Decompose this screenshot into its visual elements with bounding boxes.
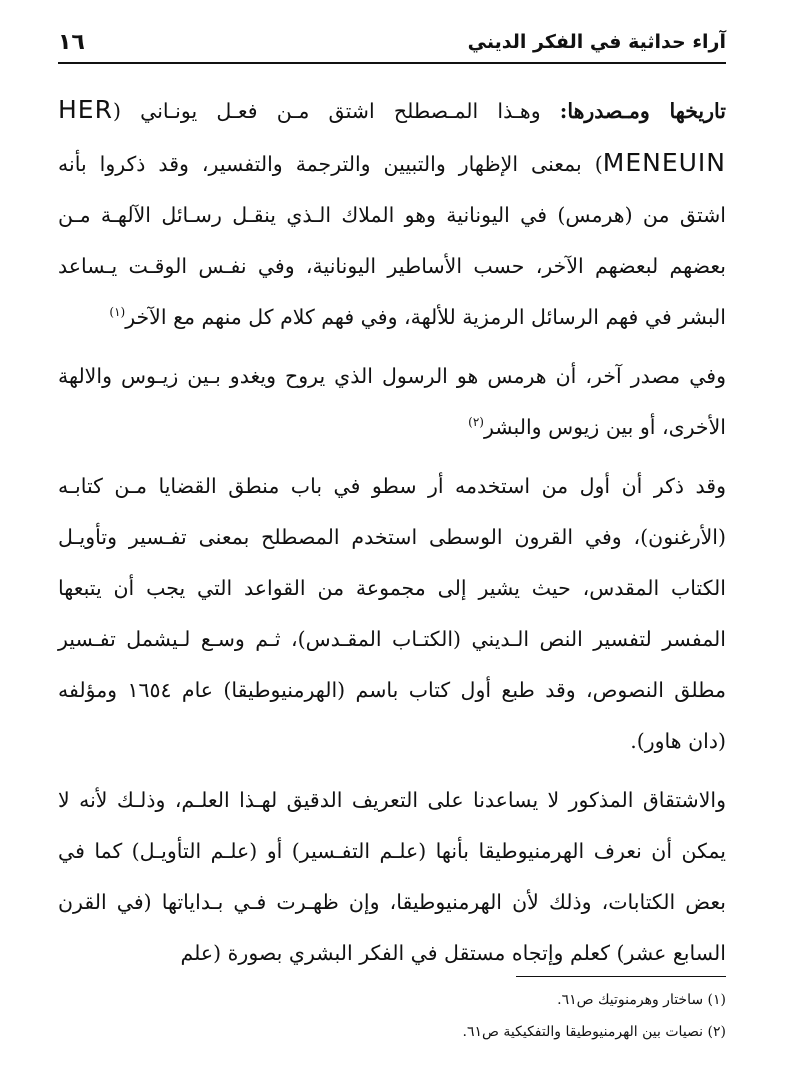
footnote-1: (١) ساختار وهرمنوتيك ص٦١. <box>557 992 726 1008</box>
paragraph-2-text: وفي مصدر آخر، أن هرمس هو الرسول الذي يروح ويغدو بـين زيـوس والالهة الأخرى، أو بين زيوس والبشر <box>58 364 726 439</box>
footnote-ref-2: (٢) <box>468 415 484 430</box>
greek-term-latin: HER MENEUIN <box>58 95 726 177</box>
footnote-ref-1: (١) <box>109 305 126 320</box>
footnote-separator <box>516 976 726 977</box>
paragraph-4-text: والاشتقاق المذكور لا يساعدنا على التعريف الدقيق لهـذا العلـم، وذلـك لأنه لا يمكن أن نعرف الهرمنيوطيقا بأنها (علـم التفـسير) أو (علـم التأويـل) كما في بعض الكتابات، وذلك لأن الهرمنيوطيقا، وإن ظهـرت فـي بـداياتها (في القرن السابع عشر) كعلم وإتجاه مستقل في الفكر البشري بصورة (علم <box>58 788 726 965</box>
paragraph-4 <box>58 775 726 979</box>
page-number: ١٦ <box>58 29 85 55</box>
paragraph-3-text: وقد ذكر أن أول من استخدمه أر سطو في باب منطق القضايا مـن كتابـه (الأرغنون)، وفي القرون الوسطى استخدم المصطلح بمعنى تفـسير وتأويـل الكتاب المقدس، حيث يشير إلى مجموعة من القواعد التي يجب أن يتبعها المفسر لتفسير النص الـديني (الكتـاب المقـدس)، ثـم وسـع لـيشمل تفـسير مطلق النصوص، وقد طبع أول كتاب باسم (الهرمنيوطيقا) عام ١٦٥٤ ومؤلفه (دان هاور). <box>58 474 726 753</box>
lead-term: تاريخها ومـصدرها: <box>559 99 726 123</box>
paragraph-1 <box>58 84 726 343</box>
paragraph-1-text-a: وهـذا المـصطلح اشتق مـن فعـل يونـاني ( <box>112 99 560 123</box>
page-header <box>58 22 726 64</box>
paragraph-1-text-b: ) بمعنى الإظهار والتبيين والترجمة والتفسير، وقد ذكروا بأنه اشتق من (هرمس) في اليونانية وهو الملاك الـذي ينقـل رسـائل الآلهـة مـن بعضهم لبعضهم الآخر، حسب الأساطير اليونانية، وفي نفـس الوقـت يـساعد البشر في فهم الرسائل الرمزية للألهة، وفي فهم كلام كل منهم مع الآخر <box>58 152 726 329</box>
footnotes <box>58 984 726 1048</box>
paragraph-2 <box>58 351 726 453</box>
paragraph-3 <box>58 461 726 767</box>
footnote-2: (٢) نصيات بين الهرمنيوطيقا والتفكيكية ص٦١. <box>462 1024 726 1040</box>
body-text <box>58 84 726 987</box>
running-title: آراء حداثية في الفكر الديني <box>467 31 726 53</box>
